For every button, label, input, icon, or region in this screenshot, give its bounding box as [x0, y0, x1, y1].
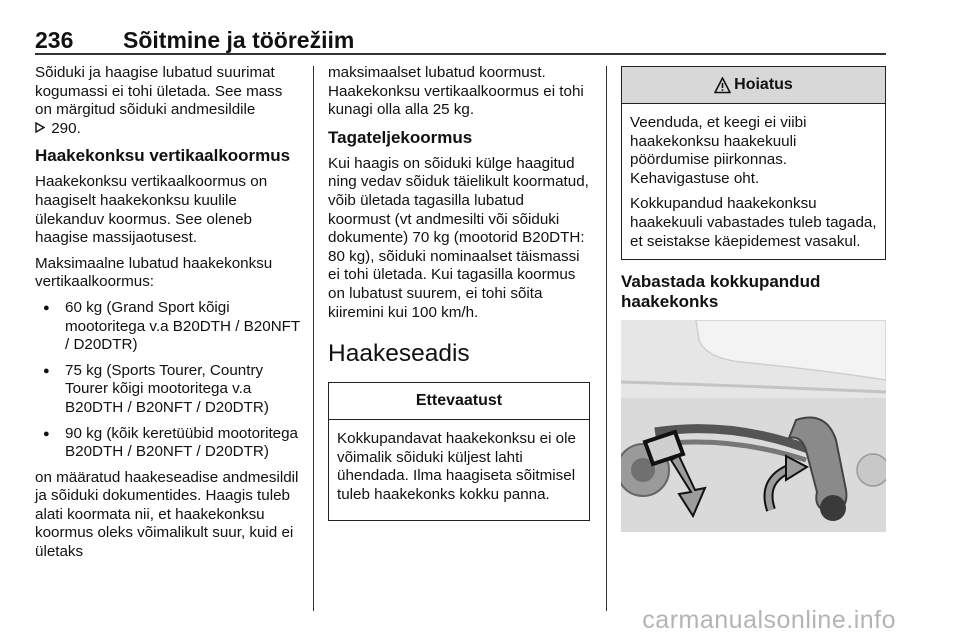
section-heading-towing-device: Haakeseadis: [328, 340, 470, 368]
warning-text-2: Kokkupandud haakekonksu haakekuuli vabastades tuleb tagada, et seistakse käepidemest vasakul.: [630, 195, 877, 250]
tow-hitch-illustration: [621, 320, 886, 532]
page-number: 236: [35, 27, 74, 53]
page-ref-arrow-icon: [35, 120, 47, 139]
page-ref-link[interactable]: 290.: [51, 119, 81, 137]
list-item: ● 75 kg (Sports Tourer, Country Tourer kõigi mootoritega v.a B20DTH / B20NFT / D20DTR): [35, 362, 303, 418]
column-3: [621, 64, 886, 532]
paragraph-vertical-load: Haakekonksu vertikaalkoormus on haagiselt haakekonksu kuulile ülekanduv koormus. See oleneb haagise massijaotusest.: [35, 173, 268, 247]
column-1: [35, 64, 303, 569]
paragraph-rear-axle: Kui haagis on sõiduki külge haagitud ning vedav sõiduk täielikult koormatud, võib ületada tagasilla lubatud koormust (vt andmesilti või sõiduki dokumente) 70 kg (mootorid B20DTH: 80 kg), sõiduki nominaalset täismassi ei tohi ületada. Kui tagasilla koormus on lubatust suurem, ei tohi sõita kiiremini kui 100 km/h.: [328, 154, 589, 321]
warning-title: Hoiatus: [734, 75, 793, 93]
intro-text: Sõiduki ja haagise lubatud suurimat kogumassi ei tohi ületada. See mass on märgitud sõiduki andmesildile: [35, 64, 283, 119]
column-2: [328, 64, 590, 521]
caution-text: Kokkupandavat haakekonksu ei ole võimalik sõiduki küljest lahti ühendada. Ilma haagiseta sõitmisel tuleb haakekonks kokku panna.: [337, 430, 576, 503]
list-item: ● 90 kg (kõik keretüübid mootoritega B20DTH / B20NFT / D20DTR): [35, 425, 303, 462]
warning-box: [621, 66, 886, 260]
header-rule: [35, 53, 886, 55]
list-item: ● 60 kg (Grand Sport kõigi mootoritega v.a B20DTH / B20NFT / D20DTR): [35, 299, 303, 355]
section-heading-release-hitch: Vabastada kokkupandud haakekonks: [621, 272, 821, 312]
column-divider-2: [606, 66, 607, 611]
caution-box: [328, 382, 590, 520]
load-list: [35, 299, 303, 462]
column-divider-1: [313, 66, 314, 611]
paragraph-min-load: maksimaalset lubatud koormust. Haakekonksu vertikaalkoormus ei tohi kunagi olla alla 25 kg.: [328, 64, 584, 119]
section-heading-vertical-load: Haakekonksu vertikaalkoormus: [35, 146, 291, 166]
paragraph-max-load: Maksimaalne lubatud haakekonksu vertikaalkoormus:: [35, 254, 273, 291]
warning-triangle-icon: [714, 77, 731, 94]
warning-text-1: Veenduda, et keegi ei viibi haakekonksu haakekuuli pöördumise piirkonnas. Kehavigastuse oht.: [630, 114, 807, 187]
section-heading-rear-axle: Tagateljekoormus: [328, 127, 473, 147]
page-title: Sõitmine ja töörežiim: [123, 27, 355, 53]
watermark: carmanualsonline.info: [642, 606, 896, 634]
caution-title: Ettevaatust: [329, 383, 589, 420]
intro-paragraph: [35, 64, 303, 138]
paragraph-plate: on määratud haakeseadise andmesildil ja sõiduki dokumentides. Haagis tuleb alati koormata nii, et haakekonksu koormus oleks võimalikult suur, kuid ei ületaks: [35, 468, 299, 561]
